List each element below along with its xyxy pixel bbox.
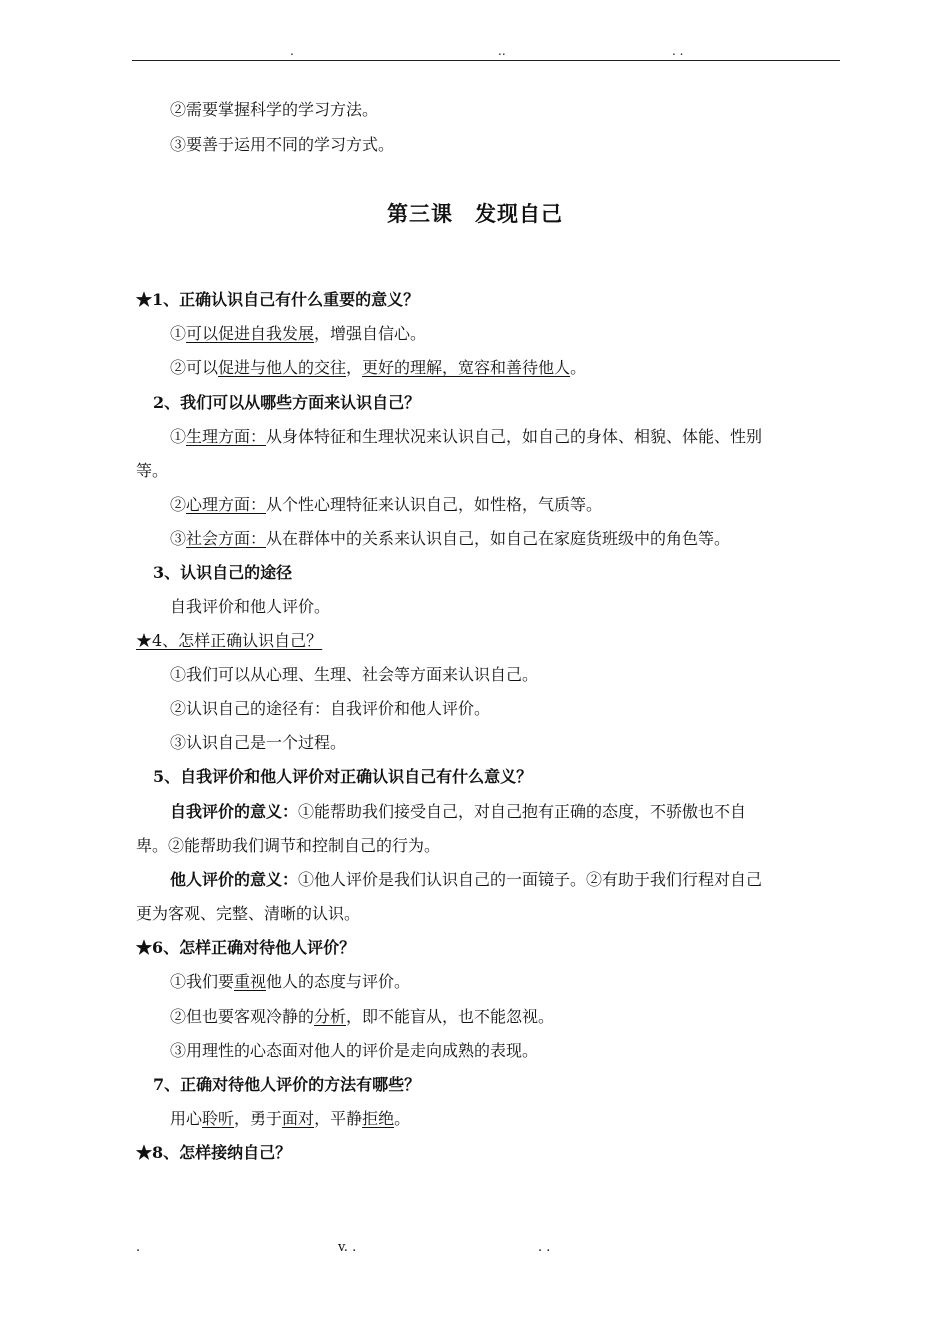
text-line: ②心理方面：从个性心理特征来认识自己，如性格，气质等。 bbox=[170, 495, 603, 514]
text-line: ②可以促进与他人的交往，更好的理解，宽容和善待他人。 bbox=[170, 358, 587, 377]
text-line: ③要善于运用不同的学习方式。 bbox=[170, 135, 395, 154]
footer-mark-2: v. . bbox=[338, 1240, 357, 1255]
text-line: 卑。②能帮助我们调节和控制自己的行为。 bbox=[136, 836, 441, 855]
page-title bbox=[0, 198, 950, 228]
question-heading: 3、认识自己的途径 bbox=[153, 563, 293, 582]
text-line: 更为客观、完整、清晰的认识。 bbox=[136, 904, 361, 923]
text-line: 他人评价的意义：①他人评价是我们认识自己的一面镜子。②有助于我们行程对自己 bbox=[170, 870, 763, 889]
footer-mark-1: . bbox=[136, 1240, 141, 1255]
text-line: ③认识自己是一个过程。 bbox=[170, 733, 347, 752]
text-line: ①生理方面：从身体特征和生理状况来认识自己，如自己的身体、相貌、体能、性别 bbox=[170, 427, 763, 446]
text-line: 自我评价和他人评价。 bbox=[170, 597, 331, 616]
question-heading: 2、我们可以从哪些方面来认识自己？ bbox=[153, 393, 421, 412]
text-line: 等。 bbox=[136, 461, 169, 480]
text-line: 用心聆听，勇于面对，平静拒绝。 bbox=[170, 1109, 411, 1128]
text-line: ①我们可以从心理、生理、社会等方面来认识自己。 bbox=[170, 665, 539, 684]
text-line: ③用理性的心态面对他人的评价是走向成熟的表现。 bbox=[170, 1041, 539, 1060]
text-line: ②但也要客观冷静的分析，即不能盲从，也不能忽视。 bbox=[170, 1007, 555, 1026]
title-topic: 发现自己 bbox=[475, 201, 563, 226]
question-heading: ★4、怎样正确认识自己？ bbox=[136, 631, 323, 650]
text-line: ①我们要重视他人的态度与评价。 bbox=[170, 972, 411, 991]
question-heading: 7、正确对待他人评价的方法有哪些？ bbox=[153, 1075, 421, 1094]
text-line: ②认识自己的途径有：自我评价和他人评价。 bbox=[170, 699, 491, 718]
page-header bbox=[132, 44, 840, 61]
footer-mark-3: . . bbox=[538, 1240, 551, 1255]
question-heading: 5、自我评价和他人评价对正确认识自己有什么意义？ bbox=[153, 767, 533, 786]
question-heading: ★1、正确认识自己有什么重要的意义？ bbox=[136, 290, 420, 309]
header-mark-1: . bbox=[290, 44, 294, 58]
text-line: ②需要掌握科学的学习方法。 bbox=[170, 100, 379, 119]
header-mark-2: .. bbox=[498, 44, 506, 58]
question-heading: ★8、怎样接纳自己？ bbox=[136, 1143, 292, 1162]
title-lesson: 第三课 bbox=[387, 201, 453, 226]
text-line: 自我评价的意义：①能帮助我们接受自己，对自己抱有正确的态度，不骄傲也不自 bbox=[170, 802, 747, 821]
text-line: ①可以促进自我发展，增强自信心。 bbox=[170, 324, 427, 343]
header-mark-3: . . bbox=[672, 44, 684, 58]
text-line: ③社会方面：从在群体中的关系来认识自己，如自己在家庭货班级中的角色等。 bbox=[170, 529, 731, 548]
question-heading: ★6、怎样正确对待他人评价？ bbox=[136, 938, 356, 957]
page-footer bbox=[132, 1240, 840, 1258]
